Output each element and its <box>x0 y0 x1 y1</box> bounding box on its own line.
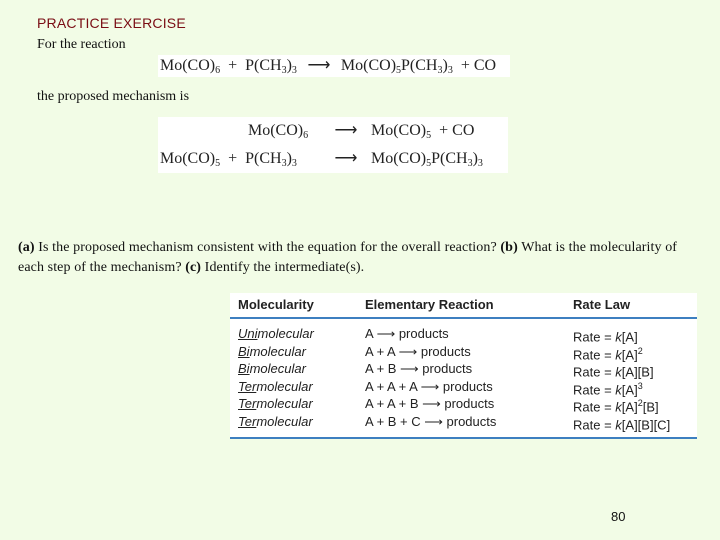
step2-arrow: ⟶ <box>334 150 358 167</box>
mechanism-step-1: $Mo(CO)_6$ ⟶ $Mo(CO)_5$ + CO <box>158 119 508 143</box>
molecularity-cell: Bimolecular <box>238 361 306 376</box>
reaction-cell: A + B ⟶ products <box>365 361 473 376</box>
rate-law-cell: Rate = k[A] <box>573 329 638 345</box>
overall-reaction-equation: $Mo(CO)_6 + P(CH_3)_3$ ⟶ $Mo(CO)_5P(CH_3)_3$ + CO <box>158 55 510 77</box>
mechanism-label: the proposed mechanism is <box>37 89 190 104</box>
table-row <box>230 378 697 395</box>
molecularity-cell: Unimolecular <box>238 326 314 341</box>
molecularity-cell: Termolecular <box>238 413 313 429</box>
table-row <box>230 360 697 380</box>
question-b-label: (b) <box>500 240 518 255</box>
table-bottom-rule <box>230 437 697 439</box>
question-c-label: (c) <box>185 260 202 275</box>
table-row <box>230 413 697 430</box>
molecularity-cell: Termolecular <box>238 396 313 411</box>
step1-arrow: ⟶ <box>334 122 358 139</box>
reaction-cell: A + A + A ⟶ products <box>365 378 493 394</box>
question-a-label: (a) <box>18 240 35 255</box>
table-row <box>230 325 697 345</box>
reaction-cell: A ⟶ products <box>365 326 449 341</box>
molecularity-cell: Termolecular <box>238 378 313 394</box>
page-number: 80 <box>611 509 626 524</box>
table-row <box>230 343 697 360</box>
reaction-cell: A + A ⟶ products <box>365 343 471 359</box>
rate-law-cell: Rate = $k[A]^2[B]$ <box>573 398 659 415</box>
rate-law-cell: Rate = k[A][B][C] <box>573 416 671 432</box>
table-header <box>230 293 697 319</box>
rate-law-cell: Rate = $k[A]^3$ <box>573 380 643 397</box>
molecularity-table <box>230 293 697 439</box>
header-rate-law: Rate Law <box>573 297 631 312</box>
molecularity-cell: Bimolecular <box>238 343 306 359</box>
for-reaction-label: For the reaction <box>37 37 126 52</box>
reaction-cell: A + A + B ⟶ products <box>365 396 495 411</box>
mechanism-equations <box>158 117 508 173</box>
reaction-cell: A + B + C ⟶ products <box>365 413 497 429</box>
rate-law-cell: Rate = $k[A]^2$ <box>573 345 643 362</box>
header-molecularity: Molecularity <box>238 297 314 312</box>
header-elementary-reaction: Elementary Reaction <box>365 297 494 312</box>
mechanism-step-2: $Mo(CO)_5 + P(CH_3)_3$ ⟶ $Mo(CO)_5P(CH_3)_3$ <box>158 147 508 171</box>
table-row <box>230 395 697 415</box>
rate-law-cell: Rate = k[A][B] <box>573 364 654 380</box>
question-text: (a) Is the proposed mechanism consistent with the equation for the overall reaction? (b) What is the molecularity of each step of the mechanism? (c) Identify the intermediate(s). <box>18 240 678 275</box>
exercise-title: PRACTICE EXERCISE <box>37 15 186 31</box>
reaction-arrow: ⟶ <box>307 57 331 74</box>
